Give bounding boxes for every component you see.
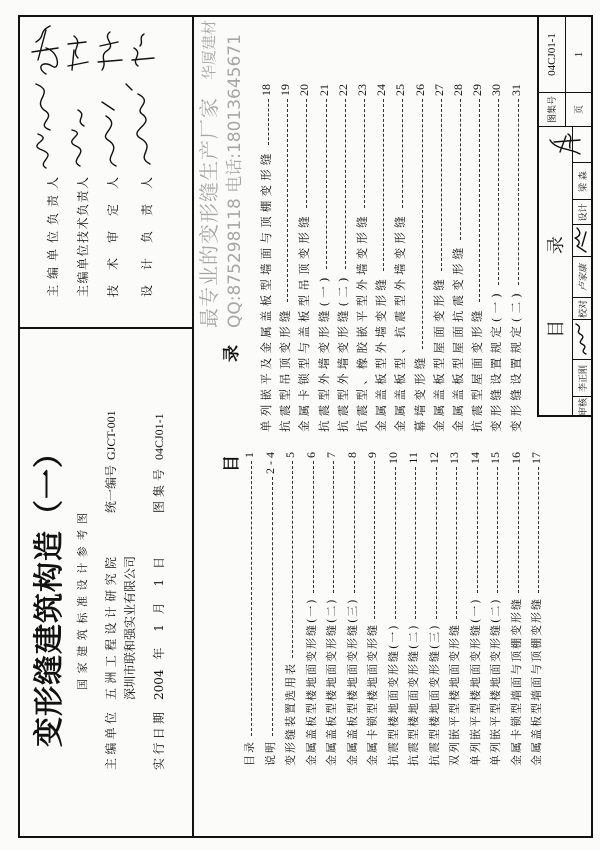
entry-page-number: 24	[374, 84, 389, 96]
atlas-no-label: 图 集 号	[152, 469, 166, 513]
entry-page-number: 19	[278, 84, 293, 96]
watermark-brand: 华厦建材	[200, 19, 218, 80]
contents-entry	[412, 84, 428, 432]
dot-leader	[497, 467, 498, 593]
dot-leader	[313, 461, 314, 593]
contents-entry	[323, 452, 339, 766]
unified-no-label: 统一编号	[104, 464, 118, 513]
contents-entry	[258, 84, 274, 432]
entry-page-number: 15	[488, 452, 502, 464]
entry-page-number: 2 - 4	[262, 452, 277, 474]
entry-title: 金属盖板型屋面抗震变形缝	[451, 243, 465, 432]
approval-role: 主编单位负责人	[46, 177, 60, 297]
entry-page-number: 16	[508, 452, 523, 464]
entry-page-number: 26	[412, 84, 427, 96]
dot-leader	[345, 99, 346, 269]
entry-title: 金属盖板型楼地面变形缝(一)	[304, 597, 318, 766]
document-subtitle: 国家建筑标准设计参考图	[76, 507, 89, 690]
entry-page-number: 13	[447, 452, 461, 464]
contents-entry	[469, 84, 485, 432]
dot-leader	[456, 467, 457, 619]
review-signature	[574, 322, 590, 356]
editor-unit-1: 五洲工程设计研究院	[104, 557, 118, 700]
dot-leader	[292, 461, 293, 658]
atlas-no: 04CJ01-1	[152, 413, 166, 460]
dot-leader	[287, 99, 288, 302]
dot-leader	[436, 467, 437, 619]
entry-title: 金属卡锁型与盖板型吊顶变形缝	[297, 212, 312, 432]
entry-page-number: 28	[451, 84, 465, 96]
entry-title: 金属盖板型屋面变形缝	[431, 275, 446, 432]
dot-leader	[364, 99, 365, 208]
contents-heading-2: 录	[222, 345, 242, 362]
date-value: 2004 年 1 月 1 日	[152, 557, 166, 700]
dot-leader	[538, 467, 539, 593]
contents-entry	[488, 84, 504, 432]
watermark-slogan: 最专业的变形缝生产厂家	[197, 97, 221, 328]
entry-page-number: 1	[242, 452, 256, 458]
dot-leader	[306, 99, 307, 208]
entry-page-number: 21	[316, 84, 331, 96]
entry-title: 抗震型屋面变形缝	[470, 306, 485, 432]
entry-page-number: 17	[529, 452, 543, 464]
entry-title: 单列嵌平型楼地面变形缝(一)	[468, 597, 482, 766]
entry-page-number: 27	[431, 84, 446, 96]
check-name: 卢家康	[578, 264, 589, 292]
contents-entry	[392, 84, 408, 432]
entry-title: 抗震型楼地面变形缝(三)	[427, 623, 441, 766]
entry-title: 金属盖板型楼地面变形缝(二)	[325, 597, 338, 766]
entry-title: 说明	[263, 740, 277, 766]
check-label: 校对	[578, 300, 589, 319]
entry-page-number: 12	[426, 452, 441, 464]
entry-page-number: 23	[355, 84, 369, 96]
editor-unit-2: 深圳市联和强实业有限公司	[123, 555, 137, 700]
contents-entry	[364, 452, 380, 766]
date-label: 实行日期	[152, 712, 166, 770]
dot-leader	[479, 99, 480, 302]
atlas-no-value: 04CJ01-1	[545, 33, 558, 76]
entry-title: 双列嵌平型楼地面变形缝	[448, 623, 461, 766]
dot-leader	[333, 461, 334, 593]
entry-title: 金属盖板型、抗震型外墙变形缝	[393, 212, 408, 432]
entry-title: 金属卡锁型墙面与顶棚变形缝	[509, 597, 523, 766]
contents-heading-1: 目	[222, 455, 242, 472]
dot-leader	[383, 99, 384, 271]
contents-entry	[528, 452, 544, 766]
approval-role: 设计负责人	[140, 177, 154, 297]
contents-entry	[446, 452, 462, 766]
check-signature	[574, 226, 590, 254]
entry-page-number: 31	[508, 84, 523, 96]
entry-title: 抗震型楼地面变形缝(一)	[386, 623, 400, 766]
watermark-contact: QQ:875298118 电话:18013645671	[225, 34, 245, 328]
contents-entry	[487, 452, 503, 766]
contents-entry	[303, 452, 319, 766]
handwritten-signatures	[28, 20, 178, 170]
contents-entry	[373, 84, 389, 432]
dot-leader	[460, 99, 461, 240]
design-label: 设计	[578, 203, 589, 222]
entry-page-number: 11	[406, 452, 420, 464]
entry-title: 变形缝装置选用表	[284, 662, 297, 766]
dot-leader	[518, 467, 519, 593]
review-label: 审核	[578, 398, 589, 417]
contents-entry	[344, 452, 360, 766]
entry-page-number: 14	[467, 452, 482, 464]
entry-title: 变形缝设置规定(二)	[508, 289, 523, 432]
page-number: 1	[572, 51, 585, 58]
divider-vertical	[18, 327, 193, 329]
entry-page-number: 6	[303, 452, 318, 458]
review-name: 李正刚	[578, 365, 589, 393]
contents-entry	[354, 84, 370, 432]
editor-label: 主编单位	[104, 712, 118, 770]
design-signature	[540, 130, 588, 158]
unified-no: GJCT-001	[104, 410, 118, 460]
entry-title: 幕墙变形缝	[412, 353, 427, 432]
entry-title: 金属盖板型外墙变形缝	[374, 275, 389, 432]
contents-entry	[316, 84, 332, 432]
entry-page-number: 25	[393, 84, 408, 96]
dot-leader	[354, 461, 355, 593]
entry-page-number: 30	[489, 84, 504, 96]
dot-leader	[518, 99, 519, 285]
entry-title: 目录	[243, 740, 256, 766]
contents-entry	[431, 84, 447, 432]
entry-page-number: 10	[385, 452, 400, 464]
contents-entry	[508, 452, 524, 766]
approval-role: 技术审定人	[106, 177, 120, 297]
entry-page-number: 5	[283, 452, 297, 458]
entry-page-number: 7	[324, 452, 338, 458]
dot-leader	[326, 99, 327, 269]
entry-title: 单列嵌平型楼地面变形缝(二)	[489, 597, 502, 766]
divider-horizontal	[192, 17, 194, 838]
approval-role: 主编单位技术负责人	[76, 177, 90, 297]
entry-page-number: 20	[297, 84, 312, 96]
entry-page-number: 9	[365, 452, 379, 458]
dot-leader	[402, 99, 403, 208]
entry-title: 金属盖板型墙面与顶棚变形缝	[530, 597, 543, 766]
contents-entry	[335, 84, 351, 432]
entry-title: 变形缝设置规定(一)	[489, 289, 504, 432]
entry-title: 抗震型外墙变形缝(二)	[335, 273, 350, 432]
entry-title: 单列嵌平及金属盖板型墙面与顶棚变形缝	[259, 149, 273, 432]
dot-leader	[498, 99, 499, 285]
contents-entry	[405, 452, 421, 766]
document-title: 变形缝建筑构造（一）	[32, 437, 67, 747]
contents-entry	[296, 84, 312, 432]
design-name: 梁 森	[578, 171, 589, 192]
dot-leader	[395, 467, 396, 619]
atlas-no-label: 图集号	[548, 96, 558, 124]
entry-title: 金属盖板型楼地面变形缝(三)	[345, 597, 359, 766]
contents-entry	[508, 84, 524, 432]
page-label: 页	[575, 105, 585, 115]
contents-entry	[385, 452, 401, 766]
entry-title: 抗震型、橡胶嵌平型外墙变形缝	[355, 212, 369, 432]
contents-entry	[262, 452, 278, 766]
entry-title: 抗震型吊顶变形缝	[278, 306, 293, 432]
dot-leader	[415, 467, 416, 620]
dot-leader	[422, 99, 423, 350]
contents-entry	[426, 452, 442, 766]
entry-page-number: 18	[259, 84, 273, 96]
dot-leader	[441, 99, 442, 271]
sheet-title: 目 录	[546, 206, 567, 338]
entry-title: 金属卡锁型楼地面变形缝	[366, 623, 379, 766]
entry-title: 抗震型楼地面变形缝(二)	[407, 623, 420, 766]
contents-entry	[241, 452, 257, 766]
entry-title: 抗震型外墙变形缝(一)	[316, 273, 331, 432]
dot-leader	[268, 99, 269, 145]
contents-entry	[467, 452, 483, 766]
entry-page-number: 29	[470, 84, 485, 96]
contents-entry	[282, 452, 298, 766]
dot-leader	[477, 467, 478, 593]
dot-leader	[374, 461, 375, 619]
entry-page-number: 22	[335, 84, 350, 96]
dot-leader	[272, 477, 273, 736]
contents-entry	[277, 84, 293, 432]
contents-entry	[450, 84, 466, 432]
entry-page-number: 8	[344, 452, 359, 458]
dot-leader	[251, 461, 252, 736]
